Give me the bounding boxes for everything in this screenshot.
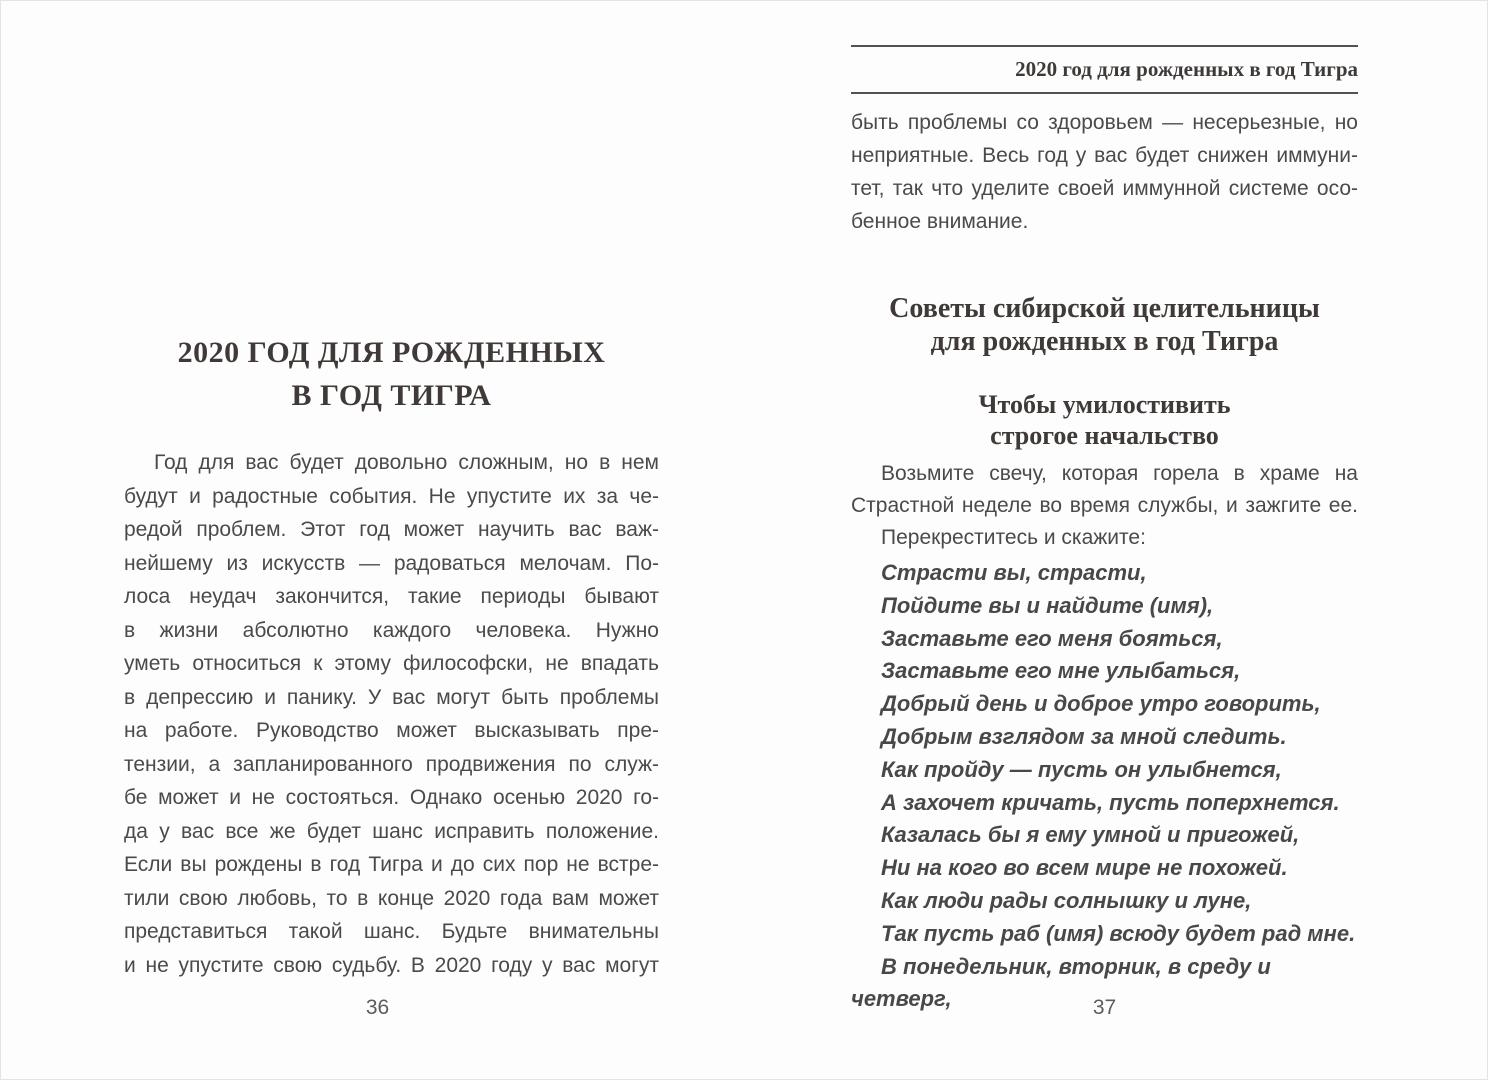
body-text-line: Год для вас будет довольно сложным, но в нем <box>154 451 659 474</box>
incantation-line: Как пройду — пусть он улыбнется, <box>881 756 1282 782</box>
body-text-line: редой проблем. Этот год может научить вас важ- <box>124 518 659 541</box>
running-header-rule-top <box>851 45 1358 47</box>
body-text-line: неприятные. Весь год у вас будет снижен иммуни- <box>851 144 1358 167</box>
body-text-line: да у вас все же будет шанс исправить положение. <box>124 819 659 843</box>
right-page-body <box>851 106 1358 238</box>
instruction-paragraph <box>851 458 1358 554</box>
incantation-line: Пойдите вы и найдите (имя), <box>881 592 1214 618</box>
section-heading-line: Советы сибирской целительницы <box>889 293 1320 324</box>
instruction-line: Возьмите свечу, которая горела в храме на <box>881 462 1358 485</box>
body-text-line: представиться такой шанс. Будьте внимательны <box>124 920 659 943</box>
chapter-heading-line: 2020 ГОД ДЛЯ РОЖДЕННЫХ <box>177 336 606 369</box>
body-text-line: тензии, а запланированного продвижения по служ- <box>124 752 659 776</box>
incantation-line: Ни на кого во всем мире не похожей. <box>881 855 1288 881</box>
sub-heading-line: строгое начальство <box>990 421 1219 450</box>
section-heading-line: для рожденных в год Тигра <box>930 326 1279 357</box>
right-page <box>851 1 1358 1079</box>
incantation-line: Добрый день и доброе утро говорить, <box>881 691 1321 717</box>
left-page-number: 36 <box>365 996 390 1019</box>
body-text-line: тили свою любовь, то в конце 2020 года вам может <box>124 886 659 910</box>
instruction-line: Перекреститесь и скажите: <box>881 526 1146 549</box>
left-page-body <box>124 446 659 982</box>
body-text-line: в депрессию и панику. У вас могут быть проблемы <box>124 685 659 709</box>
body-text-line: Если вы рождены в год Тигра и до сих пор не встре- <box>124 853 659 876</box>
running-header-rule-bottom <box>851 92 1358 94</box>
sub-heading <box>851 389 1358 451</box>
body-text-line: будут и радостные события. Не упустите их за че- <box>124 484 659 508</box>
body-text-line: и не упустите свою судьбу. В 2020 году у вас могут <box>124 953 659 977</box>
chapter-heading-line: В ГОД ТИГРА <box>291 379 492 412</box>
running-header: 2020 год для рожденных в год Тигра <box>1015 57 1358 81</box>
section-heading <box>851 292 1358 358</box>
body-text-line: бенное внимание. <box>851 210 1029 233</box>
body-text-line: тет, так что уделите своей иммунной системе осо- <box>851 177 1358 200</box>
chapter-heading <box>124 331 659 417</box>
body-text-line: на работе. Руководство может высказывать пре- <box>124 719 659 742</box>
instruction-line: Страстной неделе во время службы, и зажгите ее. <box>851 494 1358 517</box>
body-text-line: уметь относиться к этому философски, не впадать <box>124 652 659 675</box>
left-page <box>124 1 659 1079</box>
incantation-text <box>851 557 1358 1016</box>
incantation-line: Заставьте его меня бояться, <box>881 625 1223 651</box>
right-page-number: 37 <box>1092 996 1117 1019</box>
incantation-line: Страсти вы, страсти, <box>881 560 1147 585</box>
incantation-line: А захочет кричать, пусть поперхнется. <box>881 789 1340 815</box>
incantation-line: В понедельник, вторник, в среду и четверг, <box>851 953 1271 1012</box>
body-text-line: бе может и не состояться. Однако осенью 2020 го- <box>124 786 659 809</box>
body-text-line: лоса неудач закончится, такие периоды бывают <box>124 585 659 608</box>
incantation-line: Так пусть раб (имя) всюду будет рад мне. <box>881 920 1356 946</box>
body-text-line: нейшему из искусств — радоваться мелочам. По- <box>124 551 659 575</box>
body-text-line: в жизни абсолютно каждого человека. Нужно <box>124 618 659 642</box>
body-text-line: быть проблемы со здоровьем — несерьезные, но <box>851 111 1358 134</box>
incantation-line: Казалась бы я ему умной и пригожей, <box>881 822 1300 848</box>
incantation-line: Заставьте его мне улыбаться, <box>881 658 1241 684</box>
sub-heading-line: Чтобы умилостивить <box>978 390 1231 419</box>
incantation-line: Добрым взглядом за мной следить. <box>881 723 1287 749</box>
incantation-line: Как люди рады солнышку и луне, <box>881 887 1252 913</box>
